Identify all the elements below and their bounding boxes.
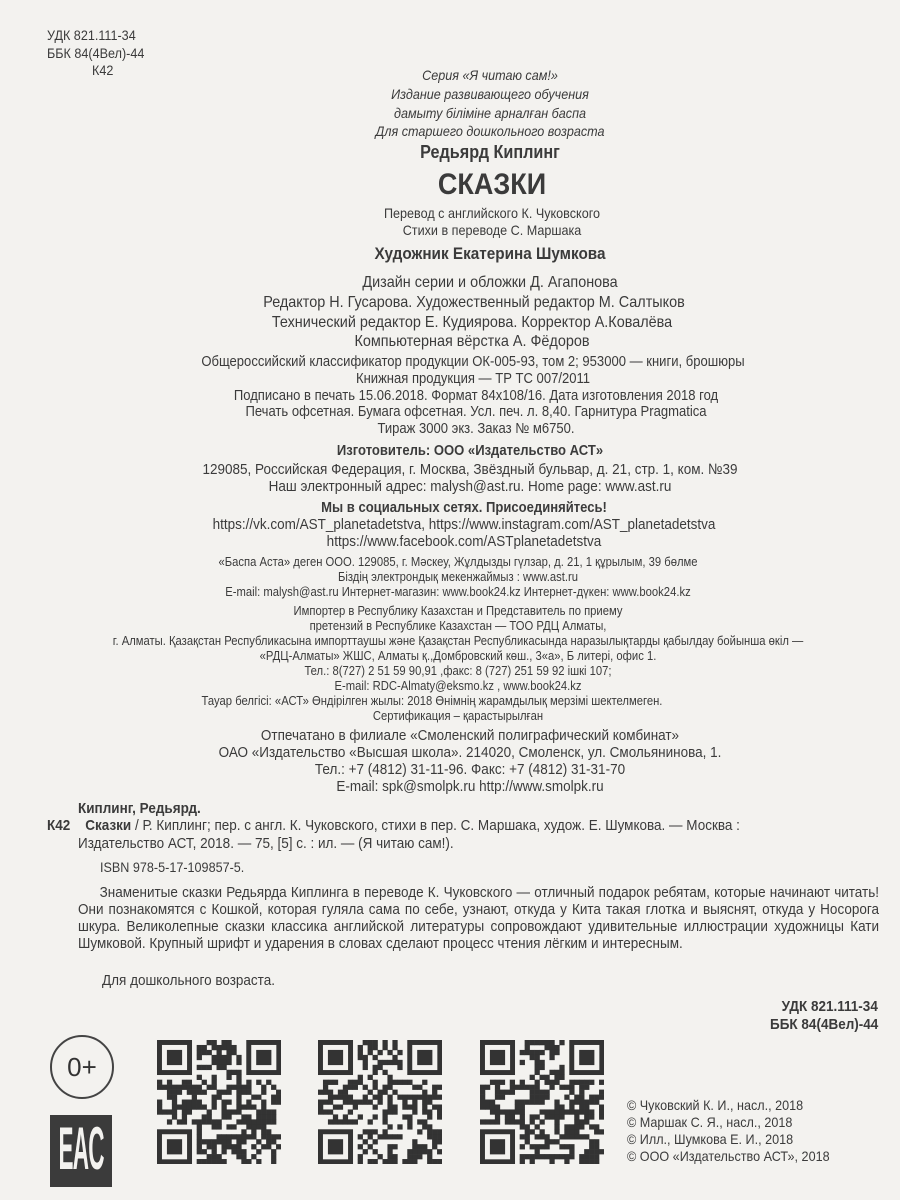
importer-line: «РДЦ-Алматы» ЖШС, Алматы қ.,Домбровский көш., 3«а», Б литері, офис 1. <box>259 649 657 663</box>
catalog-title: Сказки <box>85 817 132 834</box>
social-heading: Мы в социальных сетях. Присоединяйтесь! <box>321 500 607 516</box>
certification-line: Сертификация – қарастырылған <box>372 709 544 723</box>
credit-line: Технический редактор Е. Кудиярова. Корректор А.Ковалёва <box>271 314 673 331</box>
print-info-line: Подписано в печать 15.06.2018. Формат 84x108/16. Дата изготовления 2018 год <box>233 388 719 404</box>
print-info-line: Тираж 3000 экз. Заказ № м6750. <box>377 421 575 437</box>
bbk-bottom: ББК 84(4Вел)-44 <box>769 1016 878 1033</box>
credit-line: Компьютерная вёрстка А. Фёдоров <box>354 333 590 350</box>
eac-certification-icon <box>50 1115 112 1187</box>
age-rating: 0+ <box>67 1051 97 1082</box>
illustrator: Художник Екатерина Шумкова <box>374 244 606 263</box>
series-line: Серия «Я читаю сам!» <box>422 67 558 83</box>
manufacturer-address: 129085, Российская Федерация, г. Москва, Звёздный бульвар, д. 21, стр. 1, ком. №39 <box>202 461 738 478</box>
credit-line: Дизайн серии и обложки Д. Агапонова <box>362 274 618 291</box>
manufacturer-contact: Наш электронный адрес: malysh@ast.ru. Home page: www.ast.ru <box>268 478 672 495</box>
importer-line: Тел.: 8(727) 2 51 59 90,91 ,факс: 8 (727) 251 59 92 ішкі 107; <box>304 664 612 678</box>
audience: Для дошкольного возраста. <box>102 972 275 989</box>
copyright-line: © Илл., Шумкова Е. И., 2018 <box>627 1131 794 1147</box>
eac-mark: EAC <box>58 1117 104 1183</box>
udk-code: УДК 821.111-34 <box>47 27 136 43</box>
kz-publisher: E-mail: malysh@ast.ru Интернет-магазин: www.book24.kz Интернет-дүкен: www.book24.kz <box>225 585 691 599</box>
catalog-mark: К42 <box>47 817 71 834</box>
abstract: Знаменитые сказки Редьярда Киплинга в переводе К. Чуковского — отличный подарок ребятам, которые начинают читать! Они познакомятся с Кошкой, которая гуляла сама по себе, узнают, откуда у Кита такая глотка и выяснят, откуда у Носорога шкура. Великолепные сказки классика английской литературы сопровождают удивительные иллюстрации художницы Кати Шумковой. Крупный шрифт и ударения в словах сделают процесс чтения лёгким и интересным. <box>78 884 880 952</box>
author-mark: К42 <box>92 62 114 78</box>
classifier-line: Общероссийский классификатор продукции ОК-005-93, том 2; 953000 — книги, брошюры <box>201 354 745 370</box>
kz-publisher: Біздің электрондық мекенжаймыз : www.ast.ru <box>337 570 579 584</box>
catalog-author: Киплинг, Редьярд. <box>78 800 201 817</box>
copyright-line: © Маршак С. Я., насл., 2018 <box>627 1114 793 1130</box>
bbk-code: ББК 84(4Вел)-44 <box>47 45 145 61</box>
credit-line: Редактор Н. Гусарова. Художественный редактор М. Салтыков <box>263 294 685 311</box>
copyright-line: © ООО «Издательство АСТ», 2018 <box>627 1148 830 1164</box>
series-line: Издание развивающего обучения <box>391 86 589 102</box>
trademark-line: Тауар белгісі: «АСТ» Өндірілген жылы: 2018 Өнімнің жарамдылық мерзімі шектелмеген. <box>201 694 663 708</box>
printer-line: ОАО «Издательство «Высшая школа». 214020, Смоленск, ул. Смольянинова, 1. <box>218 744 722 761</box>
translation-line: Перевод с английского К. Чуковского <box>383 205 601 221</box>
copyright-line: © Чуковский К. И., насл., 2018 <box>627 1097 804 1113</box>
qr-code-facebook[interactable] <box>480 1040 604 1164</box>
importer-line: E-mail: RDC-Almaty@eksmo.kz , www.book24.kz <box>334 679 582 693</box>
manufacturer-heading: Изготовитель: ООО «Издательство АСТ» <box>336 443 604 459</box>
kz-publisher: «Баспа Аста» деген ООО. 129085, г. Мәскеу, Жұлдызды гүлзар, д. 21, 1 құрылым, 39 бөлме <box>218 555 698 569</box>
printer-line: Отпечатано в филиале «Смоленский полиграфический комбинат» <box>260 727 680 744</box>
print-info-line: Печать офсетная. Бумага офсетная. Усл. печ. л. 8,40. Гарнитура Pragmatica <box>245 404 707 420</box>
social-links: https://vk.com/AST_planetadetstva, https://www.instagram.com/AST_planetadetstva <box>212 516 716 533</box>
series-line: дамыту біліміне арналған баспа <box>393 105 587 121</box>
printer-line: E-mail: spk@smolpk.ru http://www.smolpk.ru <box>336 778 604 795</box>
printer-line: Тел.: +7 (4812) 31-11-96. Факс: +7 (4812) 31-31-70 <box>314 761 626 778</box>
classifier-line: Книжная продукция — ТР ТС 007/2011 <box>355 371 591 387</box>
catalog-description-2: Издательство АСТ, 2018. — 75, [5] с. : ил. — (Я читаю сам!). <box>78 835 454 852</box>
series-line: Для старшего дошкольного возраста <box>375 123 605 139</box>
importer-line: г. Алматы. Қазақстан Республикасына импорттаушы және Қазақстан Республикасында наразылықтарды қабылдау бойынша өкіл — <box>112 634 804 648</box>
book-title: СКАЗКИ <box>437 168 547 201</box>
qr-code-vk[interactable] <box>157 1040 281 1164</box>
catalog-entry <box>47 817 740 834</box>
social-links: https://www.facebook.com/ASTplanetadetstva <box>326 533 602 550</box>
qr-code-instagram[interactable] <box>318 1040 442 1164</box>
importer-line: претензий в Республике Казахстан — ТОО РДЦ Алматы, <box>309 619 607 633</box>
translation-line: Стихи в переводе С. Маршака <box>402 222 582 238</box>
catalog-description: / Р. Киплинг; пер. с англ. К. Чуковского, стихи в пер. С. Маршака, худож. Е. Шумкова. — Москва : <box>131 817 740 834</box>
age-rating-badge <box>50 1035 114 1099</box>
importer-line: Импортер в Республику Казахстан и Представитель по приему <box>293 604 623 618</box>
isbn: ISBN 978-5-17-109857-5. <box>100 859 245 875</box>
udk-bottom: УДК 821.111-34 <box>781 998 878 1015</box>
book-author: Редьярд Киплинг <box>420 142 560 162</box>
